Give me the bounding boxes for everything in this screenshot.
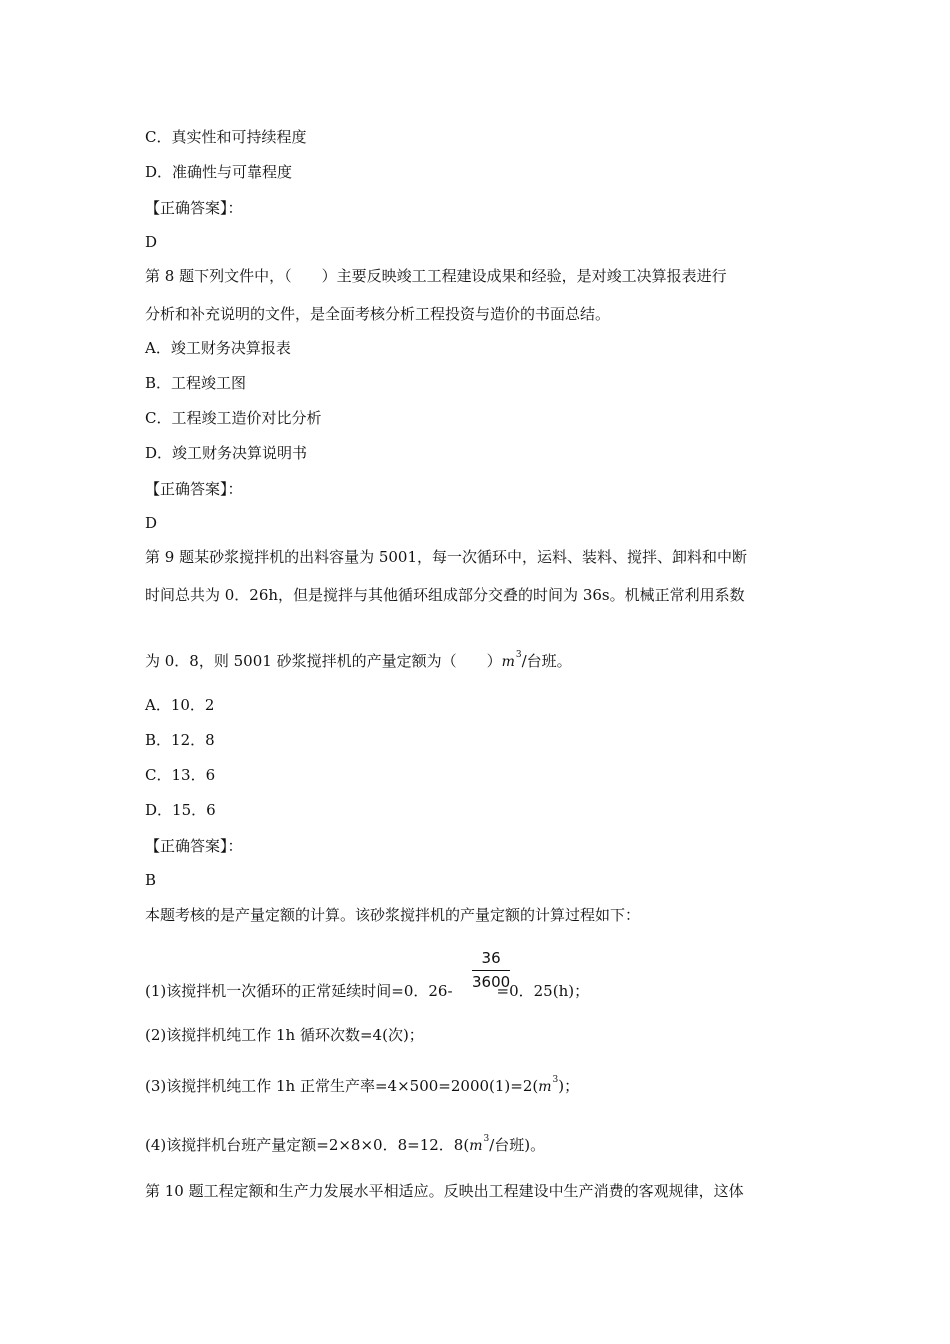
unit-superscript: 3 xyxy=(552,1075,559,1085)
calc-step-3 xyxy=(145,1076,579,1099)
calc-step-1-text: (1)该搅拌机一次循环的正常延续时间=0．26- xyxy=(145,982,453,1000)
question-9-line3-tail: /台班。 xyxy=(521,652,572,670)
calc-step-4 xyxy=(145,1135,545,1158)
answer-label-q8: 【正确答案】： xyxy=(145,480,243,498)
option-d-q8: D．竣工财务决算说明书 xyxy=(145,444,308,462)
calc-step-1 xyxy=(145,981,589,1001)
unit-superscript: 3 xyxy=(483,1134,490,1144)
answer-q9: B xyxy=(145,871,157,889)
calc-step-1-result: =0．25(h)； xyxy=(496,982,590,1000)
question-10-line1: 第 10 题工程定额和生产力发展水平相适应。反映出工程建设中生产消费的客观规律，这体 xyxy=(145,1182,744,1200)
calc-step-2: (2)该搅拌机纯工作 1h 循环次数=4(次)； xyxy=(145,1026,424,1044)
answer-label-q9: 【正确答案】： xyxy=(145,837,243,855)
answer-label-q7: 【正确答案】： xyxy=(145,199,243,217)
cubic-meter-unit: m xyxy=(469,1138,483,1154)
option-b-q9: B．12．8 xyxy=(145,731,215,749)
answer-q7: D xyxy=(145,233,158,251)
option-c-q9: C．13．6 xyxy=(145,766,216,784)
cubic-meter-unit: m xyxy=(538,1079,552,1095)
fraction-36-over-3600 xyxy=(472,948,510,991)
calc-step-3-text: (3)该搅拌机纯工作 1h 正常生产率=4×500=2000(1)=2( xyxy=(145,1077,539,1095)
option-d-q7: D．准确性与可靠程度 xyxy=(145,163,293,181)
fraction-bar xyxy=(472,970,510,971)
option-a-q8: A．竣工财务决算报表 xyxy=(145,339,291,357)
question-9-line3-text: 为 0．8，则 5001 砂浆搅拌机的产量定额为（ ） xyxy=(145,652,502,670)
question-8-line2: 分析和补充说明的文件，是全面考核分析工程投资与造价的书面总结。 xyxy=(145,305,611,323)
question-9-line2: 时间总共为 0．26h，但是搅拌与其他循环组成部分交叠的时间为 36s。机械正常利用系数 xyxy=(145,586,745,604)
calc-step-4-tail: /台班)。 xyxy=(489,1136,546,1154)
option-c-q7: C．真实性和可持续程度 xyxy=(145,128,307,146)
question-8-line1: 第 8 题下列文件中，（ ）主要反映竣工工程建设成果和经验，是对竣工决算报表进行 xyxy=(145,267,727,285)
fraction-numerator: 36 xyxy=(481,949,501,967)
calc-step-3-tail: )； xyxy=(558,1077,580,1095)
answer-q8: D xyxy=(145,514,158,532)
question-9-line1: 第 9 题某砂浆搅拌机的出料容量为 5001，每一次循环中，运料、装料、搅拌、卸料和中断 xyxy=(145,548,748,566)
option-c-q8: C．工程竣工造价对比分析 xyxy=(145,409,322,427)
explanation-intro: 本题考核的是产量定额的计算。该砂浆搅拌机的产量定额的计算过程如下： xyxy=(145,906,641,924)
option-d-q9: D．15．6 xyxy=(145,801,216,819)
question-9-line3 xyxy=(145,651,572,674)
option-a-q9: A．10．2 xyxy=(145,696,215,714)
fraction-denominator: 3600 xyxy=(472,973,511,991)
calc-step-4-text: (4)该搅拌机台班产量定额=2×8×0．8=12．8( xyxy=(145,1136,470,1154)
option-b-q8: B．工程竣工图 xyxy=(145,374,247,392)
cubic-meter-unit: m xyxy=(501,654,515,670)
unit-superscript: 3 xyxy=(515,650,522,660)
